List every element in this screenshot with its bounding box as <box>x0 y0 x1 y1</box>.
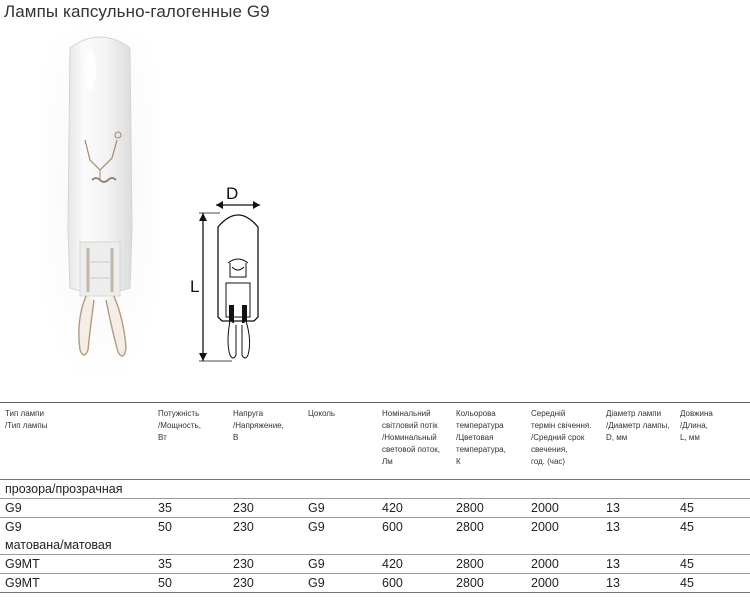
column-header-line: Лм <box>382 457 393 466</box>
table-cell: G9 <box>0 518 153 537</box>
table-cell: 2000 <box>526 555 601 574</box>
column-header <box>153 403 228 480</box>
table-cell: 50 <box>153 574 228 593</box>
table-cell: 420 <box>377 555 451 574</box>
table-cell: 2000 <box>526 518 601 537</box>
column-header <box>228 403 303 480</box>
group-label: матована/матовая <box>5 538 112 552</box>
column-header-line: Вт <box>158 433 167 442</box>
dimension-diagram <box>180 175 270 375</box>
table-cell: 50 <box>153 518 228 537</box>
column-header-line: Номінальний <box>382 409 431 418</box>
table-cell: G9 <box>303 574 377 593</box>
table-cell: 13 <box>601 574 675 593</box>
column-header <box>601 403 675 480</box>
column-header-line: /Средний срок <box>531 433 585 442</box>
column-header-line: Тип лампи <box>5 409 44 418</box>
table-cell: 420 <box>377 499 451 518</box>
column-header-line: Потужність <box>158 409 200 418</box>
table-cell: 45 <box>675 499 750 518</box>
table-cell: 13 <box>601 499 675 518</box>
table-header-row <box>0 403 750 480</box>
specs-table <box>0 402 750 593</box>
table-row <box>0 518 750 537</box>
column-header <box>0 403 153 480</box>
table-cell: G9MT <box>0 574 153 593</box>
table-cell: 2000 <box>526 574 601 593</box>
column-header-line: Довжина <box>680 409 713 418</box>
column-header <box>303 403 377 480</box>
column-header-line: L, мм <box>680 433 700 442</box>
table-cell: 2800 <box>451 555 526 574</box>
table-row <box>0 555 750 574</box>
column-header-line: D, мм <box>606 433 628 442</box>
table-cell: 2000 <box>526 499 601 518</box>
column-header-line: В <box>233 433 239 442</box>
table-cell: 35 <box>153 555 228 574</box>
table-cell: 230 <box>228 555 303 574</box>
table-cell: G9MT <box>0 555 153 574</box>
column-header <box>377 403 451 480</box>
column-header-line: /Напряжение, <box>233 421 284 430</box>
column-header <box>675 403 750 480</box>
column-header-line: температура <box>456 421 504 430</box>
column-header-line: /Мощность, <box>158 421 201 430</box>
table-row <box>0 499 750 518</box>
group-row <box>0 536 750 555</box>
table-cell: 45 <box>675 555 750 574</box>
table-cell: G9 <box>0 499 153 518</box>
group-row <box>0 480 750 499</box>
table-cell: G9 <box>303 555 377 574</box>
column-header <box>451 403 526 480</box>
column-header-line: свечения, <box>531 445 568 454</box>
table-cell: 2800 <box>451 518 526 537</box>
table-cell: 230 <box>228 574 303 593</box>
column-header-line: світловий потік <box>382 421 438 430</box>
column-header-line: температура, <box>456 445 506 454</box>
diameter-label: D <box>226 184 239 203</box>
column-header-line: год. (час) <box>531 457 566 466</box>
column-header-line: термін свічення. <box>531 421 592 430</box>
table-cell: G9 <box>303 499 377 518</box>
table-cell: 45 <box>675 518 750 537</box>
column-header-line: /Диаметр лампы, <box>606 421 670 430</box>
column-header-line: Середній <box>531 409 566 418</box>
table-cell: 13 <box>601 518 675 537</box>
column-header-line: Кольорова <box>456 409 496 418</box>
column-header-line: /Длина, <box>680 421 708 430</box>
group-label: прозора/прозрачная <box>5 482 123 496</box>
table-cell: 230 <box>228 499 303 518</box>
table-row <box>0 574 750 593</box>
column-header-line: К <box>456 457 461 466</box>
table-cell: 600 <box>377 574 451 593</box>
column-header-line: световой поток, <box>382 445 441 454</box>
column-header-line: Напруга <box>233 409 264 418</box>
column-header-line: /Номинальный <box>382 433 437 442</box>
table-cell: 2800 <box>451 499 526 518</box>
table-cell: 230 <box>228 518 303 537</box>
column-header <box>526 403 601 480</box>
column-header-line: /Тип лампы <box>5 421 48 430</box>
column-header-line: Діаметр лампи <box>606 409 662 418</box>
length-label: L <box>190 277 200 296</box>
table-cell: 13 <box>601 555 675 574</box>
table-cell: G9 <box>303 518 377 537</box>
table-cell: 600 <box>377 518 451 537</box>
column-header-line: /Цветовая <box>456 433 494 442</box>
lamp-photo <box>40 30 160 375</box>
page-title: Лампы капсульно-галогенные G9 <box>4 2 270 21</box>
table-cell: 35 <box>153 499 228 518</box>
table-cell: 2800 <box>451 574 526 593</box>
column-header-line: Цоколь <box>308 409 336 418</box>
table-cell: 45 <box>675 574 750 593</box>
